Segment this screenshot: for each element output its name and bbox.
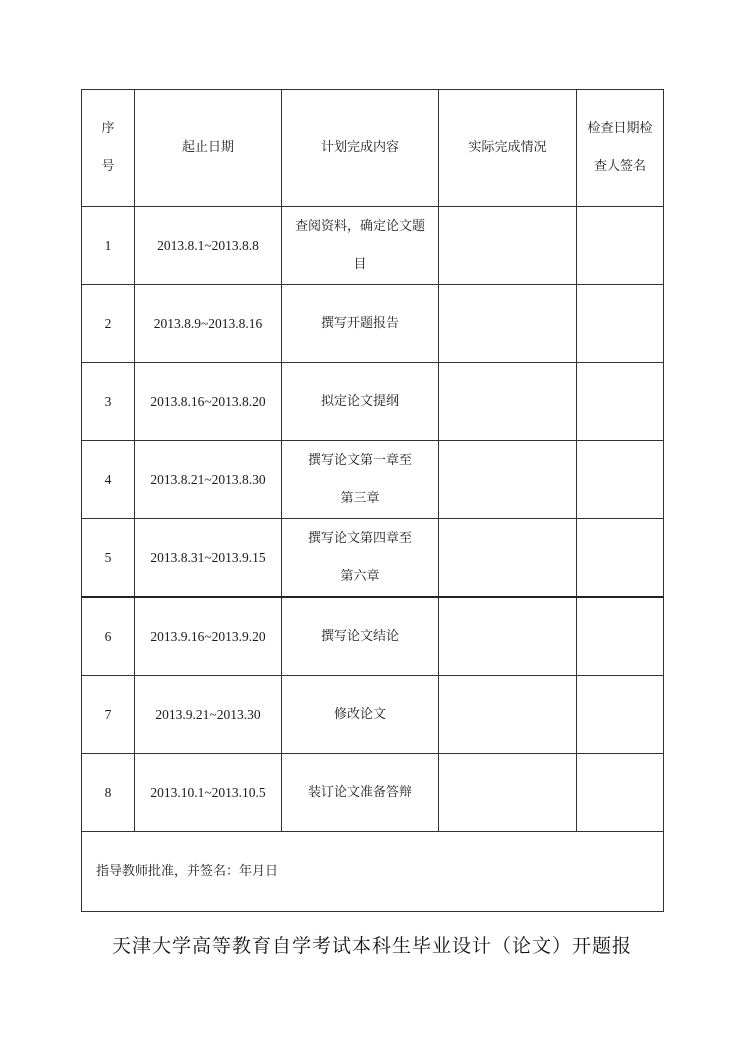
header-dates: 起止日期 (135, 90, 282, 207)
row-dates: 2013.8.1~2013.8.8 (135, 207, 282, 285)
row-plan: 撰写论文第一章至第三章 (282, 441, 439, 519)
row-plan: 修改论文 (282, 676, 439, 754)
row-actual[interactable] (439, 754, 577, 832)
table-row (82, 519, 664, 598)
row-actual[interactable] (439, 676, 577, 754)
row-check[interactable] (577, 676, 664, 754)
row-seq: 7 (82, 676, 135, 754)
row-actual[interactable] (439, 597, 577, 676)
row-plan: 撰写论文第四章至第六章 (282, 519, 439, 598)
row-seq: 3 (82, 363, 135, 441)
header-seq: 序号 (82, 90, 135, 207)
table-row (82, 676, 664, 754)
table-row (82, 441, 664, 519)
advisor-approval-signature: 指导教师批准，并签名：年月日 (82, 832, 664, 912)
row-plan: 装订论文准备答辩 (282, 754, 439, 832)
row-actual[interactable] (439, 441, 577, 519)
row-plan: 撰写论文结论 (282, 597, 439, 676)
row-check[interactable] (577, 207, 664, 285)
row-seq: 5 (82, 519, 135, 598)
row-check[interactable] (577, 519, 664, 598)
row-dates: 2013.9.16~2013.9.20 (135, 597, 282, 676)
row-plan: 查阅资料，确定论文题目 (282, 207, 439, 285)
row-plan: 拟定论文提纲 (282, 363, 439, 441)
row-dates: 2013.8.21~2013.8.30 (135, 441, 282, 519)
row-actual[interactable] (439, 519, 577, 598)
row-seq: 6 (82, 597, 135, 676)
table-row (82, 207, 664, 285)
row-actual[interactable] (439, 285, 577, 363)
row-actual[interactable] (439, 363, 577, 441)
header-actual: 实际完成情况 (439, 90, 577, 207)
row-dates: 2013.9.21~2013.30 (135, 676, 282, 754)
schedule-table (81, 89, 664, 912)
row-seq: 2 (82, 285, 135, 363)
table-header-row (82, 90, 664, 207)
table-row (82, 285, 664, 363)
signature-row (82, 832, 664, 912)
row-check[interactable] (577, 285, 664, 363)
table-row (82, 363, 664, 441)
row-check[interactable] (577, 754, 664, 832)
row-dates: 2013.8.16~2013.8.20 (135, 363, 282, 441)
row-seq: 4 (82, 441, 135, 519)
header-check: 检查日期检查人签名 (577, 90, 664, 207)
row-dates: 2013.10.1~2013.10.5 (135, 754, 282, 832)
document-title: 天津大学高等教育自学考试本科生毕业设计（论文）开题报 (111, 935, 632, 957)
row-dates: 2013.8.9~2013.8.16 (135, 285, 282, 363)
row-plan: 撰写开题报告 (282, 285, 439, 363)
row-check[interactable] (577, 597, 664, 676)
table-row (82, 754, 664, 832)
row-seq: 1 (82, 207, 135, 285)
row-actual[interactable] (439, 207, 577, 285)
row-check[interactable] (577, 363, 664, 441)
table-row (82, 597, 664, 676)
header-plan: 计划完成内容 (282, 90, 439, 207)
row-dates: 2013.8.31~2013.9.15 (135, 519, 282, 598)
row-check[interactable] (577, 441, 664, 519)
row-seq: 8 (82, 754, 135, 832)
